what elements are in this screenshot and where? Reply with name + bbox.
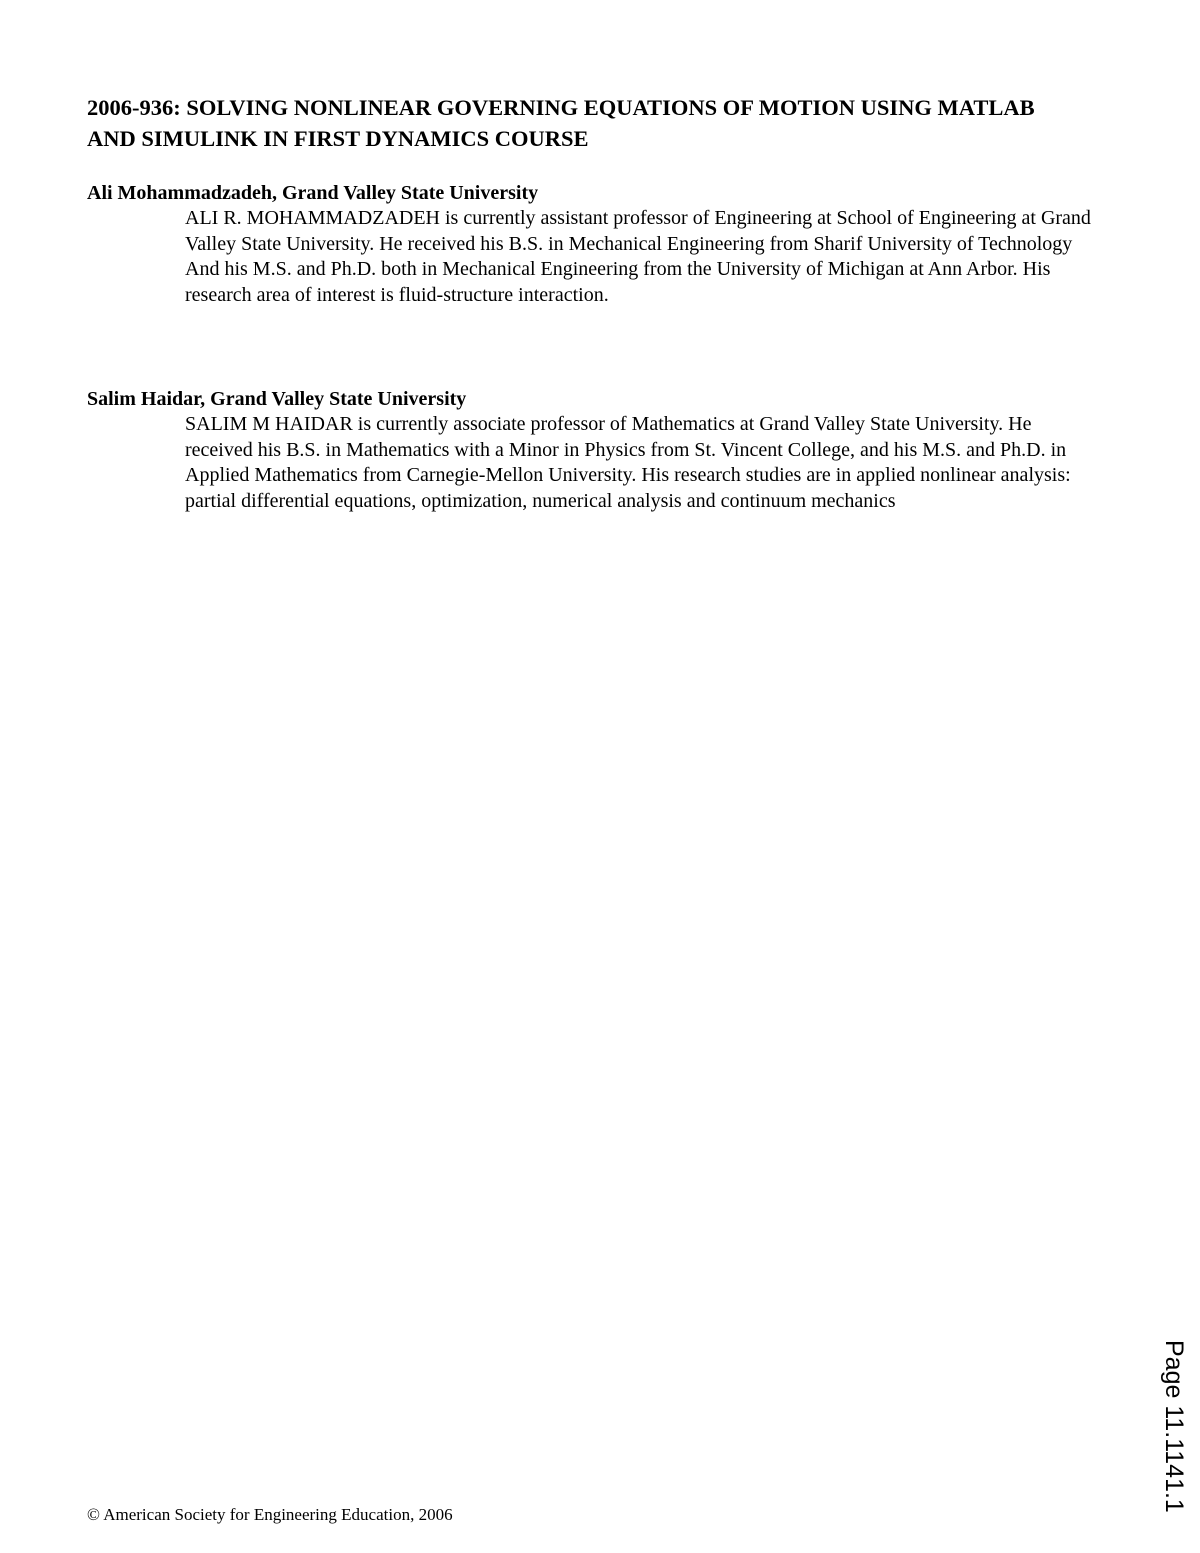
page-number: Page 11.1141.1: [1160, 1340, 1188, 1513]
author-section-mohammadzadeh: [87, 180, 1117, 308]
author-bio: SALIM M HAIDAR is currently associate professor of Mathematics at Grand Valley State University. He received his B.S. in Mathematics with a Minor in Physics from St. Vincent College, and his M.S. and Ph.D. in Applied Mathematics from Carnegie-Mellon University. His research studies are in applied nonlinear analysis: partial differential equations, optimization, numerical analysis and continuum mechanics: [185, 413, 1071, 512]
author-heading: Salim Haidar, Grand Valley State University: [87, 388, 467, 410]
author-heading: Ali Mohammadzadeh, Grand Valley State University: [87, 182, 539, 204]
author-bio: ALI R. MOHAMMADZADEH is currently assistant professor of Engineering at School of Engineering at Grand Valley State University. He received his B.S. in Mechanical Engineering from Sharif University of Technology And his M.S. and Ph.D. both in Mechanical Engineering from the University of Michigan at Ann Arbor. His research area of interest is fluid-structure interaction.: [185, 207, 1091, 306]
author-section-haidar: [87, 386, 1117, 514]
page-number-container: [1156, 1340, 1196, 1530]
copyright-footer: © American Society for Engineering Education, 2006: [87, 1505, 453, 1524]
paper-title: 2006-936: SOLVING NONLINEAR GOVERNING EQUATIONS OF MOTION USING MATLAB AND SIMULINK IN FIRST DYNAMICS COURSE: [87, 95, 1035, 151]
